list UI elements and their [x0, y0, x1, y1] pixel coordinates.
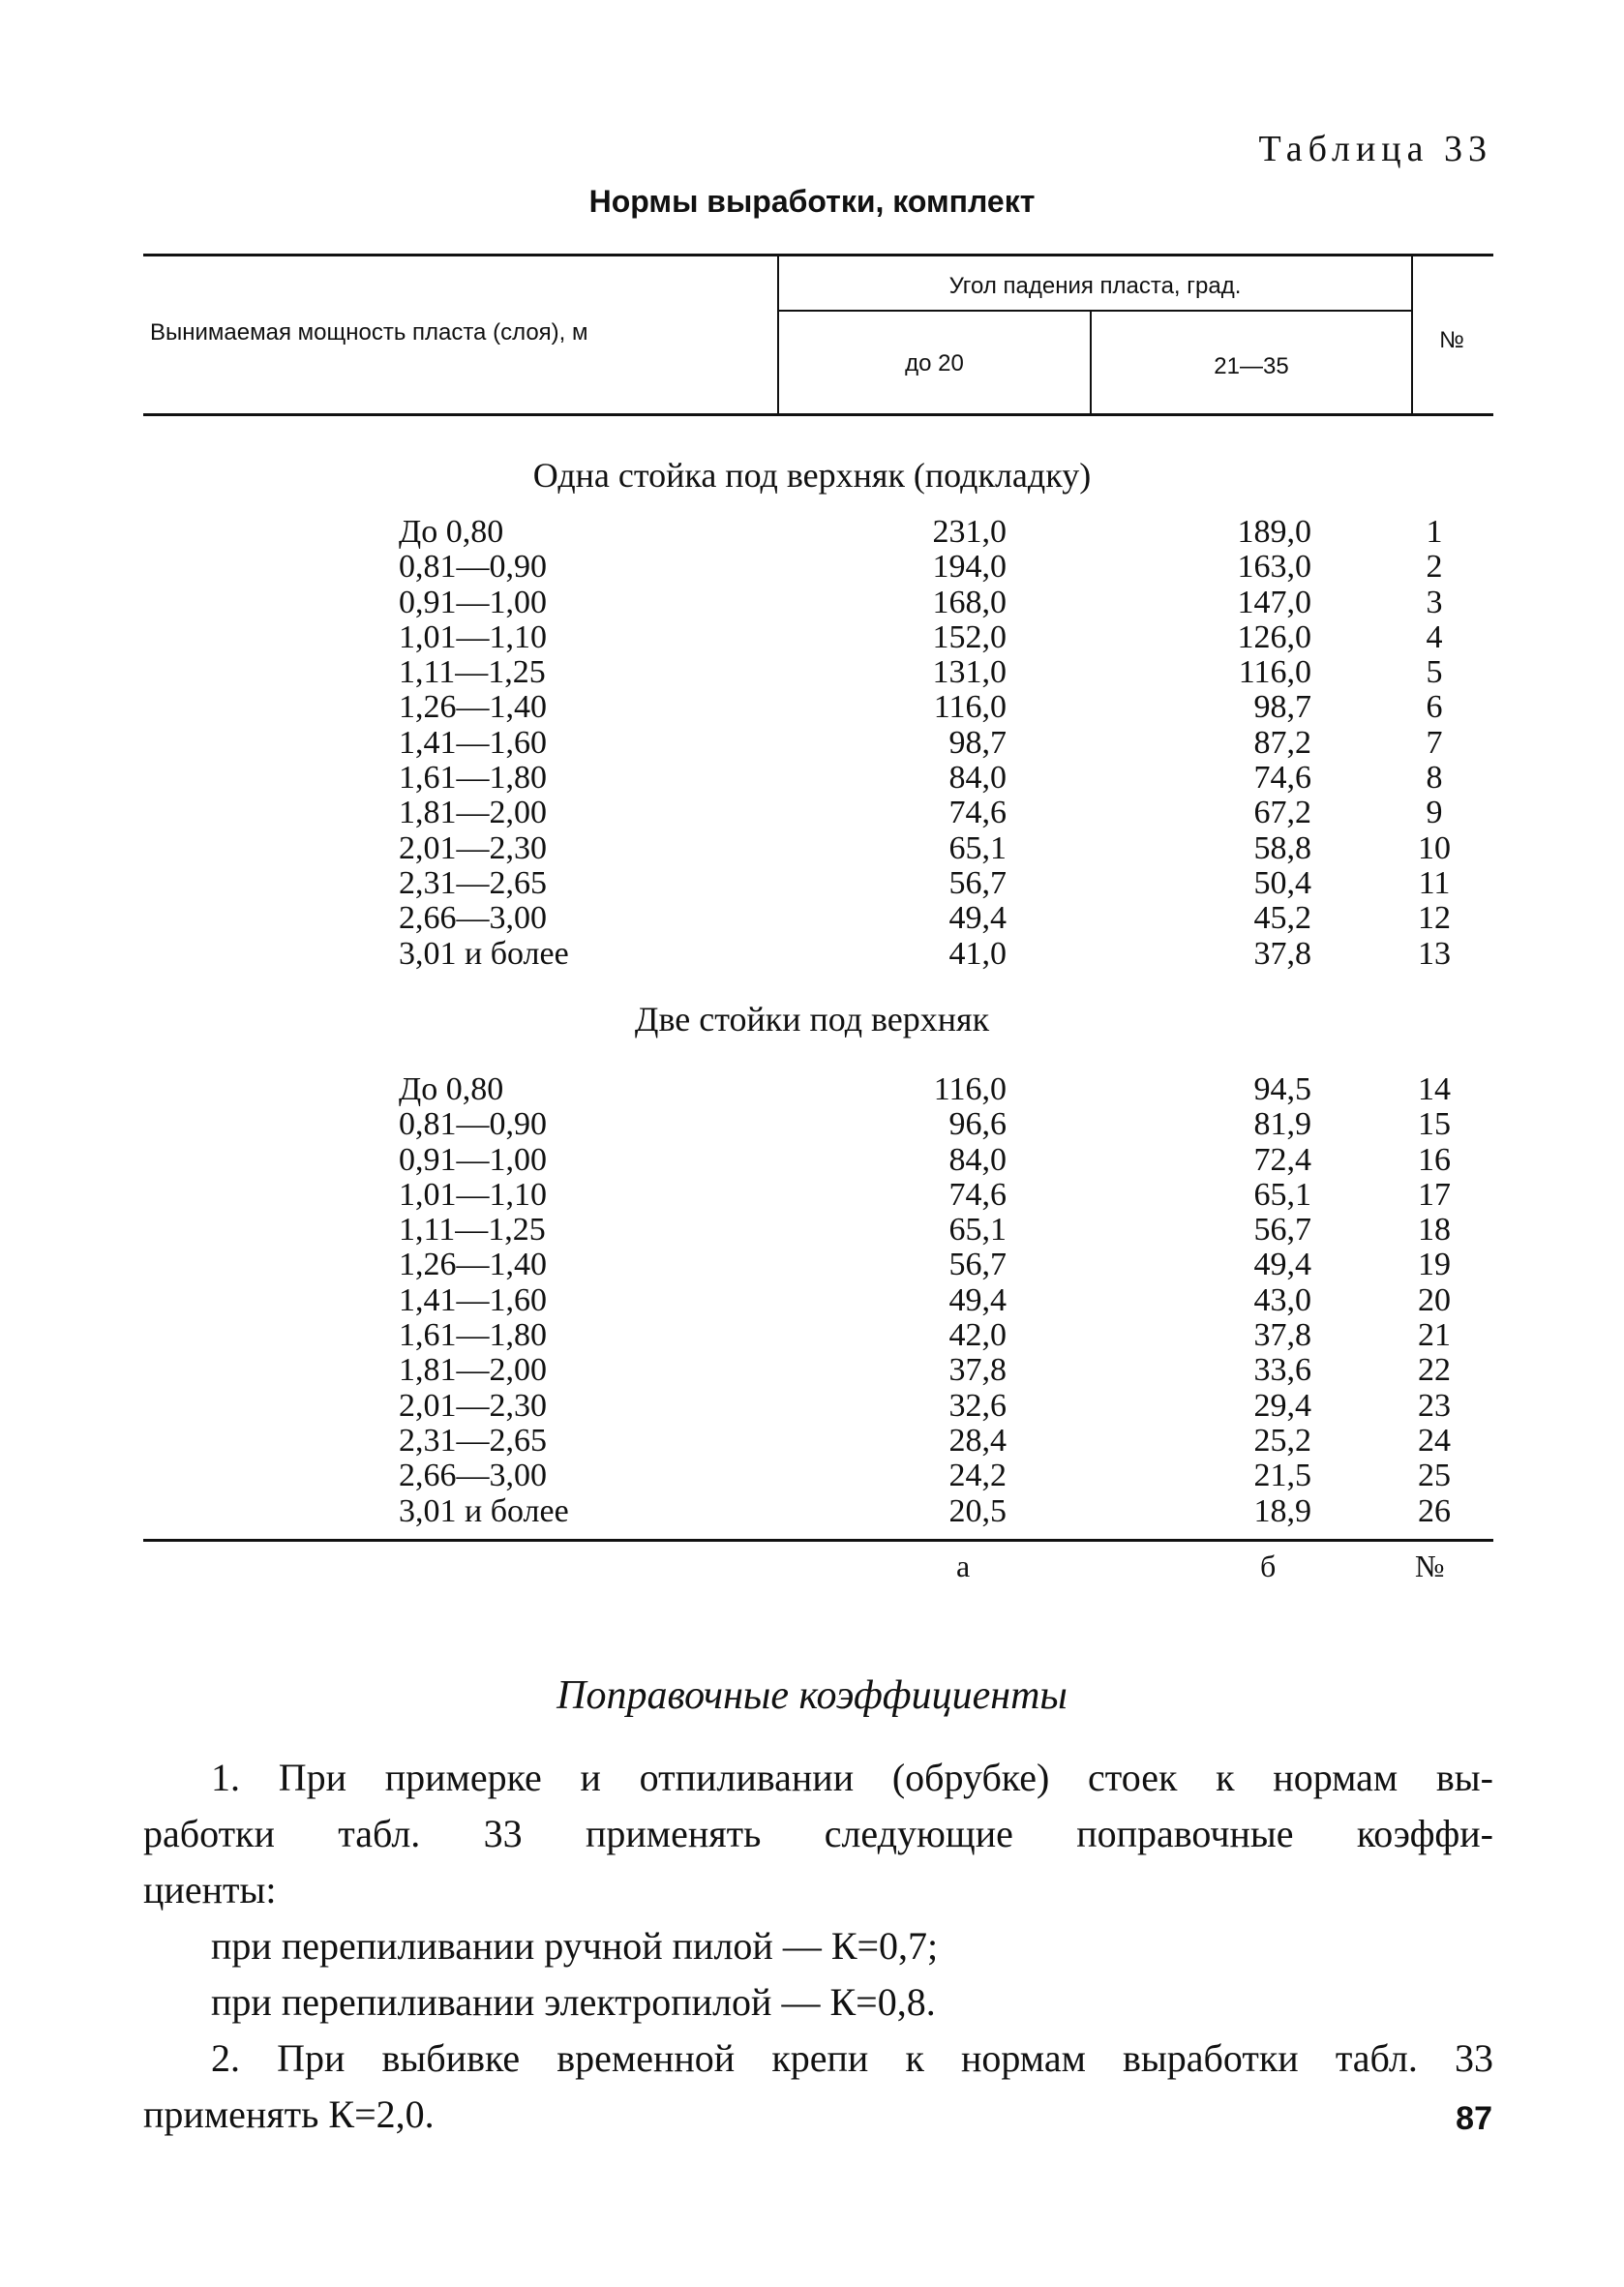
value-b-cell: 147,0 — [1237, 584, 1311, 620]
value-a-cell: 42,0 — [948, 1317, 1007, 1354]
value-a-cell: 65,1 — [948, 829, 1007, 866]
number-cell: 8 — [1426, 760, 1443, 797]
range-cell: 3,01 и более — [399, 1492, 569, 1529]
footer-column-a: а — [956, 1549, 971, 1583]
header-angle: Угол падения пласта, град. — [948, 273, 1242, 299]
range-cell: 1,41—1,60 — [399, 1281, 547, 1318]
table-bottom-rule — [143, 1539, 1493, 1542]
header-angle-a: до 20 — [905, 350, 964, 376]
value-b-cell: 163,0 — [1237, 549, 1311, 586]
item2-line2: применять К=2,0. — [143, 2092, 435, 2136]
table-row — [0, 937, 1624, 972]
header-thickness: Вынимаемая мощность пласта (слоя), м — [150, 319, 588, 346]
number-cell: 7 — [1426, 724, 1443, 761]
value-a-cell: 74,6 — [948, 1176, 1007, 1213]
table-row — [0, 1178, 1624, 1213]
range-cell: 1,01—1,10 — [399, 618, 547, 655]
value-a-cell: 84,0 — [948, 760, 1007, 797]
range-cell: 2,66—3,00 — [399, 1458, 547, 1494]
coefficients-title: Поправочные коэффициенты — [556, 1673, 1068, 1718]
table-row — [0, 1283, 1624, 1318]
value-b-cell: 21,5 — [1253, 1458, 1311, 1494]
angle-underline — [779, 310, 1411, 312]
value-a-cell: 20,5 — [948, 1492, 1007, 1529]
number-cell: 3 — [1426, 584, 1443, 620]
number-cell: 19 — [1418, 1247, 1451, 1283]
value-a-cell: 32,6 — [948, 1387, 1007, 1424]
header-angle-b: 21—35 — [1214, 353, 1289, 379]
range-cell: 1,11—1,25 — [399, 654, 546, 691]
range-cell: 2,31—2,65 — [399, 864, 547, 901]
value-b-cell: 126,0 — [1237, 618, 1311, 655]
section-rows-one-prop — [0, 515, 1624, 972]
table-row — [0, 620, 1624, 655]
table-row — [0, 761, 1624, 796]
number-cell: 2 — [1426, 549, 1443, 586]
value-b-cell: 18,9 — [1253, 1492, 1311, 1529]
table-row — [0, 1459, 1624, 1493]
range-cell: 2,66—3,00 — [399, 900, 547, 937]
range-cell: 1,11—1,25 — [399, 1212, 546, 1249]
number-cell: 6 — [1426, 689, 1443, 726]
number-cell: 18 — [1418, 1212, 1451, 1249]
range-cell: 0,91—1,00 — [399, 584, 547, 620]
table-row — [0, 515, 1624, 550]
value-b-cell: 67,2 — [1253, 795, 1311, 831]
range-cell: 1,41—1,60 — [399, 724, 547, 761]
item1-line1: 1. При примерке и отпиливании (обрубке) стоек к нормам вы- — [211, 1756, 1493, 1799]
value-a-cell: 116,0 — [933, 689, 1007, 726]
value-a-cell: 168,0 — [932, 584, 1007, 620]
item1-line3: циенты: — [143, 1868, 277, 1911]
number-cell: 21 — [1418, 1317, 1451, 1354]
range-cell: 1,61—1,80 — [399, 1317, 547, 1354]
range-cell: До 0,80 — [399, 514, 504, 550]
value-a-cell: 131,0 — [932, 654, 1007, 691]
table-row — [0, 1072, 1624, 1107]
value-b-cell: 74,6 — [1253, 760, 1311, 797]
value-a-cell: 96,6 — [948, 1106, 1007, 1143]
number-cell: 23 — [1418, 1387, 1451, 1424]
table-row — [0, 1107, 1624, 1142]
table-row — [0, 1353, 1624, 1388]
value-a-cell: 56,7 — [948, 864, 1007, 901]
value-a-cell: 65,1 — [948, 1212, 1007, 1249]
manual-saw-coefficient: при перепиливании ручной пилой — К=0,7; — [211, 1924, 939, 1968]
value-b-cell: 94,5 — [1253, 1071, 1311, 1107]
table-row — [0, 550, 1624, 585]
item1-line2: работки табл. 33 применять следующие поправочные коэффи- — [143, 1812, 1493, 1855]
range-cell: 2,01—2,30 — [399, 1387, 547, 1424]
value-b-cell: 98,7 — [1253, 689, 1311, 726]
range-cell: 3,01 и более — [399, 935, 569, 972]
value-a-cell: 116,0 — [933, 1071, 1007, 1107]
range-cell: 0,81—0,90 — [399, 1106, 547, 1143]
footer-column-number: № — [1415, 1549, 1445, 1583]
table-row — [0, 1389, 1624, 1424]
value-b-cell: 58,8 — [1253, 829, 1311, 866]
value-a-cell: 231,0 — [932, 514, 1007, 550]
number-cell: 14 — [1418, 1071, 1451, 1107]
range-cell: 0,81—0,90 — [399, 549, 547, 586]
value-b-cell: 37,8 — [1253, 935, 1311, 972]
value-a-cell: 84,0 — [948, 1141, 1007, 1178]
electric-saw-coefficient: при перепиливании электропилой — К=0,8. — [211, 1980, 936, 2024]
value-b-cell: 65,1 — [1253, 1176, 1311, 1213]
value-a-cell: 24,2 — [948, 1458, 1007, 1494]
number-cell: 24 — [1418, 1422, 1451, 1459]
range-cell: 1,81—2,00 — [399, 1352, 547, 1389]
table-row — [0, 1248, 1624, 1282]
table-row — [0, 1494, 1624, 1529]
value-b-cell: 189,0 — [1237, 514, 1311, 550]
section-rows-two-props — [0, 1072, 1624, 1529]
value-b-cell: 116,0 — [1238, 654, 1311, 691]
table-row — [0, 866, 1624, 901]
section-title-one-prop: Одна стойка под верхняк (подкладку) — [532, 456, 1092, 495]
header-bottom-rule — [143, 413, 1493, 416]
value-b-cell: 37,8 — [1253, 1317, 1311, 1354]
value-b-cell: 29,4 — [1253, 1387, 1311, 1424]
number-cell: 5 — [1426, 654, 1443, 691]
number-cell: 17 — [1418, 1176, 1451, 1213]
value-a-cell: 98,7 — [948, 724, 1007, 761]
number-cell: 1 — [1426, 514, 1443, 550]
table-row — [0, 831, 1624, 866]
value-b-cell: 49,4 — [1253, 1247, 1311, 1283]
value-a-cell: 41,0 — [948, 935, 1007, 972]
table-row — [0, 1424, 1624, 1459]
number-cell: 22 — [1418, 1352, 1451, 1389]
value-a-cell: 49,4 — [948, 1281, 1007, 1318]
value-a-cell: 194,0 — [932, 549, 1007, 586]
value-b-cell: 50,4 — [1253, 864, 1311, 901]
value-a-cell: 152,0 — [932, 618, 1007, 655]
table-row — [0, 726, 1624, 761]
number-cell: 20 — [1418, 1281, 1451, 1318]
range-cell: 1,61—1,80 — [399, 760, 547, 797]
range-cell: До 0,80 — [399, 1071, 504, 1107]
number-cell: 12 — [1418, 900, 1451, 937]
table-row — [0, 1213, 1624, 1248]
value-a-cell: 74,6 — [948, 795, 1007, 831]
value-a-cell: 49,4 — [948, 900, 1007, 937]
value-b-cell: 81,9 — [1253, 1106, 1311, 1143]
number-cell: 4 — [1426, 618, 1443, 655]
number-cell: 9 — [1426, 795, 1443, 831]
table-row — [0, 586, 1624, 620]
range-cell: 1,26—1,40 — [399, 689, 547, 726]
value-a-cell: 37,8 — [948, 1352, 1007, 1389]
number-cell: 26 — [1418, 1492, 1451, 1529]
number-cell: 10 — [1418, 829, 1451, 866]
value-b-cell: 25,2 — [1253, 1422, 1311, 1459]
header-top-rule — [143, 254, 1493, 256]
page-number: 87 — [1456, 2100, 1492, 2137]
value-a-cell: 28,4 — [948, 1422, 1007, 1459]
number-cell: 15 — [1418, 1106, 1451, 1143]
table-row — [0, 1143, 1624, 1178]
table-row — [0, 1318, 1624, 1353]
value-a-cell: 56,7 — [948, 1247, 1007, 1283]
number-cell: 16 — [1418, 1141, 1451, 1178]
section-title-two-props: Две стойки под верхняк — [634, 1000, 990, 1038]
range-cell: 0,91—1,00 — [399, 1141, 547, 1178]
range-cell: 2,31—2,65 — [399, 1422, 547, 1459]
item2-line1: 2. При выбивке временной крепи к нормам выработки табл. 33 — [211, 2036, 1493, 2080]
number-cell: 25 — [1418, 1458, 1451, 1494]
table-row — [0, 655, 1624, 690]
range-cell: 1,01—1,10 — [399, 1176, 547, 1213]
table-title: Нормы выработки, комплект — [588, 184, 1036, 219]
table-label: Таблица 33 — [1258, 129, 1492, 169]
table-row — [0, 796, 1624, 830]
coefficients-text — [143, 1750, 1493, 2143]
header-number: № — [1439, 327, 1464, 353]
table-row — [0, 690, 1624, 725]
number-cell: 11 — [1418, 864, 1451, 901]
number-cell: 13 — [1418, 935, 1451, 972]
footer-column-b: б — [1260, 1549, 1277, 1583]
range-cell: 1,26—1,40 — [399, 1247, 547, 1283]
value-b-cell: 43,0 — [1253, 1281, 1311, 1318]
value-b-cell: 33,6 — [1253, 1352, 1311, 1389]
range-cell: 1,81—2,00 — [399, 795, 547, 831]
value-b-cell: 45,2 — [1253, 900, 1311, 937]
range-cell: 2,01—2,30 — [399, 829, 547, 866]
value-b-cell: 87,2 — [1253, 724, 1311, 761]
value-b-cell: 56,7 — [1253, 1212, 1311, 1249]
table-row — [0, 901, 1624, 936]
value-b-cell: 72,4 — [1253, 1141, 1311, 1178]
